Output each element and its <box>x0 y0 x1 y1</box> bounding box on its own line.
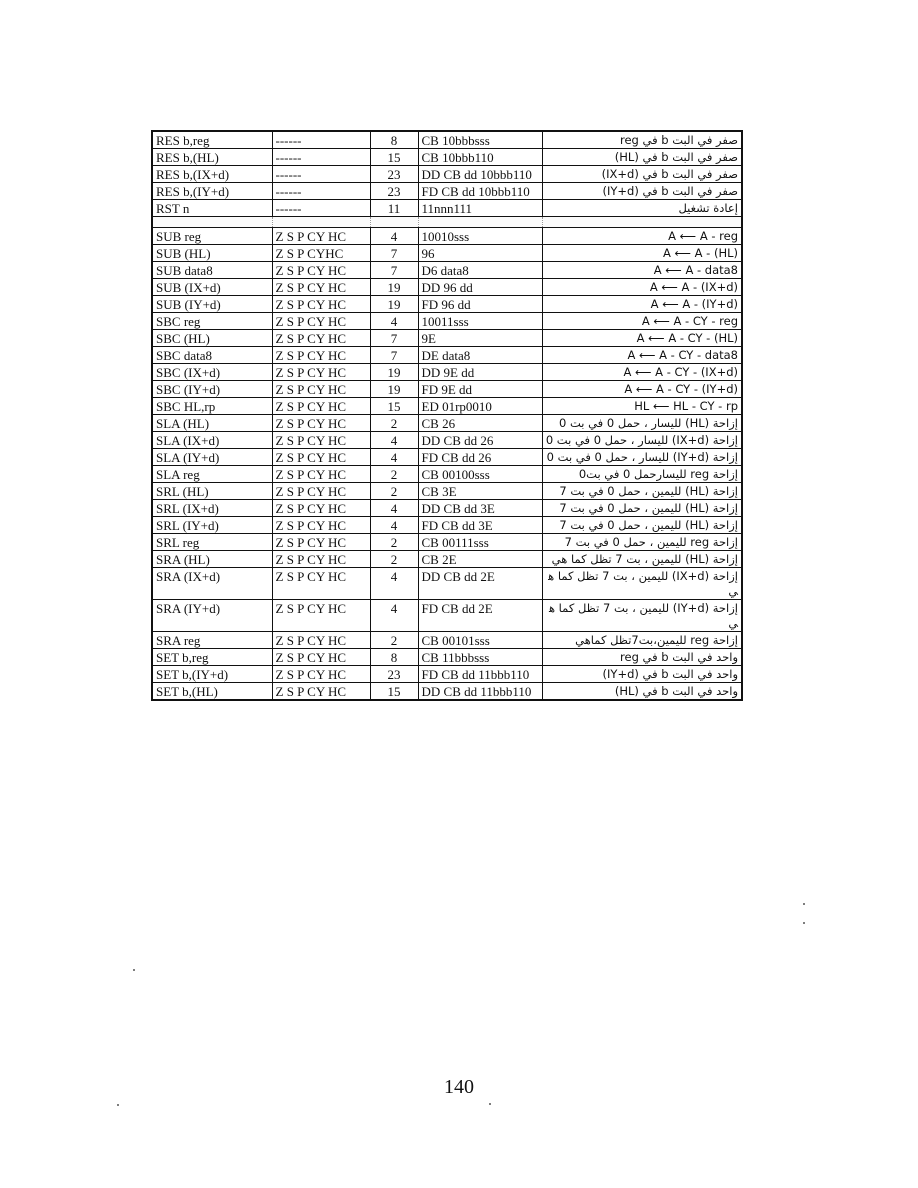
instruction-cell: SBC reg <box>152 313 272 330</box>
instruction-cell: SBC (IX+d) <box>152 364 272 381</box>
opcode-cell: DE data8 <box>418 347 542 364</box>
instruction-cell: SLA (IY+d) <box>152 449 272 466</box>
flags-cell: Z S P CY HC <box>272 398 370 415</box>
flags-cell: Z S P CY HC <box>272 279 370 296</box>
cycles-cell: 4 <box>370 432 418 449</box>
instruction-cell: SBC (HL) <box>152 330 272 347</box>
flags-cell: Z S P CY HC <box>272 500 370 517</box>
instruction-cell: SRA (HL) <box>152 551 272 568</box>
flags-cell: Z S P CY HC <box>272 449 370 466</box>
table-row <box>152 632 742 649</box>
instruction-cell: SRL (IX+d) <box>152 500 272 517</box>
cycles-cell: 7 <box>370 245 418 262</box>
instruction-cell: SUB (IY+d) <box>152 296 272 313</box>
cycles-cell: 19 <box>370 381 418 398</box>
cycles-cell: 7 <box>370 262 418 279</box>
cycles-cell: 4 <box>370 228 418 245</box>
cycles-cell: 4 <box>370 313 418 330</box>
operation-cell: A ⟵ A - CY - (IY+d) <box>542 381 742 398</box>
cycles-cell: 19 <box>370 296 418 313</box>
separator-cell <box>370 217 418 228</box>
instruction-cell: RES b,(IY+d) <box>152 183 272 200</box>
table-row <box>152 449 742 466</box>
opcode-cell: 11nnn111 <box>418 200 542 217</box>
instruction-cell: SRL (IY+d) <box>152 517 272 534</box>
flags-cell: Z S P CY HC <box>272 313 370 330</box>
cycles-cell: 7 <box>370 330 418 347</box>
cycles-cell: 2 <box>370 466 418 483</box>
instruction-table-body <box>152 131 742 700</box>
table-row <box>152 228 742 245</box>
opcode-cell: 10011sss <box>418 313 542 330</box>
scan-speck <box>803 903 805 905</box>
opcode-cell: FD CB dd 26 <box>418 449 542 466</box>
cycles-cell: 2 <box>370 534 418 551</box>
table-row <box>152 500 742 517</box>
table-row <box>152 245 742 262</box>
instruction-cell: SRA (IY+d) <box>152 600 272 632</box>
table-row <box>152 534 742 551</box>
table-row <box>152 649 742 666</box>
table-row <box>152 330 742 347</box>
cycles-cell: 19 <box>370 279 418 296</box>
operation-cell: إزاحة reg لليمين،بت7تظل كماهي <box>542 632 742 649</box>
opcode-cell: CB 3E <box>418 483 542 500</box>
opcode-cell: 96 <box>418 245 542 262</box>
operation-cell: إزاحة (IY+d) لليسار ، حمل 0 في بت 0 <box>542 449 742 466</box>
instruction-cell: SET b,(HL) <box>152 683 272 701</box>
opcode-cell: CB 26 <box>418 415 542 432</box>
opcode-cell: CB 11bbbsss <box>418 649 542 666</box>
cycles-cell: 19 <box>370 364 418 381</box>
opcode-cell: FD CB dd 2E <box>418 600 542 632</box>
operation-cell: إزاحة (HL) لليمين ، حمل 0 في بت 7 <box>542 517 742 534</box>
operation-cell: صفر في البت b في (IY+d) <box>542 183 742 200</box>
flags-cell: Z S P CY HC <box>272 568 370 600</box>
table-row <box>152 483 742 500</box>
instruction-cell: SUB (HL) <box>152 245 272 262</box>
flags-cell: Z S P CY HC <box>272 228 370 245</box>
cycles-cell: 23 <box>370 166 418 183</box>
table-row <box>152 666 742 683</box>
flags-cell: ------ <box>272 166 370 183</box>
opcode-cell: ED 01rp0010 <box>418 398 542 415</box>
operation-cell: A ⟵ A - CY - reg <box>542 313 742 330</box>
table-row <box>152 415 742 432</box>
flags-cell: Z S P CY HC <box>272 432 370 449</box>
operation-cell: صفر في البت b في (HL) <box>542 149 742 166</box>
flags-cell: Z S P CY HC <box>272 381 370 398</box>
flags-cell: Z S P CY HC <box>272 632 370 649</box>
opcode-cell: D6 data8 <box>418 262 542 279</box>
instruction-table <box>151 130 743 701</box>
cycles-cell: 2 <box>370 415 418 432</box>
cycles-cell: 15 <box>370 149 418 166</box>
flags-cell: Z S P CY HC <box>272 483 370 500</box>
table-row <box>152 149 742 166</box>
flags-cell: Z S P CY HC <box>272 683 370 701</box>
flags-cell: Z S P CYHC <box>272 245 370 262</box>
cycles-cell: 23 <box>370 666 418 683</box>
cycles-cell: 15 <box>370 398 418 415</box>
operation-cell: A ⟵ A - CY - (HL) <box>542 330 742 347</box>
separator-cell <box>542 217 742 228</box>
flags-cell: Z S P CY HC <box>272 330 370 347</box>
flags-cell: ------ <box>272 131 370 149</box>
instruction-cell: SRA (IX+d) <box>152 568 272 600</box>
instruction-cell: SET b,reg <box>152 649 272 666</box>
instruction-cell: SUB (IX+d) <box>152 279 272 296</box>
table-row <box>152 600 742 632</box>
opcode-cell: DD CB dd 3E <box>418 500 542 517</box>
table-row <box>152 683 742 701</box>
page-number: 140 <box>444 1076 474 1098</box>
table-row <box>152 381 742 398</box>
operation-cell: A ⟵ A - data8 <box>542 262 742 279</box>
flags-cell: Z S P CY HC <box>272 534 370 551</box>
table-row <box>152 364 742 381</box>
opcode-cell: DD CB dd 10bbb110 <box>418 166 542 183</box>
opcode-cell: DD CB dd 26 <box>418 432 542 449</box>
instruction-cell: RES b,(HL) <box>152 149 272 166</box>
opcode-cell: DD CB dd 11bbb110 <box>418 683 542 701</box>
operation-cell: إزاحة (HL) لليمين ، حمل 0 في بت 7 <box>542 483 742 500</box>
table-row <box>152 279 742 296</box>
scan-speck <box>117 1104 119 1106</box>
table-separator-row <box>152 217 742 228</box>
operation-cell: A ⟵ A - reg <box>542 228 742 245</box>
flags-cell: Z S P CY HC <box>272 466 370 483</box>
opcode-cell: FD CB dd 11bbb110 <box>418 666 542 683</box>
table-row <box>152 296 742 313</box>
flags-cell: Z S P CY HC <box>272 666 370 683</box>
opcode-cell: CB 00100sss <box>418 466 542 483</box>
scan-speck <box>133 969 135 971</box>
scan-speck <box>803 922 805 924</box>
table-row <box>152 466 742 483</box>
operation-cell: إزاحة (HL) لليمين ، حمل 0 في بت 7 <box>542 500 742 517</box>
instruction-cell: SRL (HL) <box>152 483 272 500</box>
operation-cell: A ⟵ A - (IX+d) <box>542 279 742 296</box>
separator-cell <box>152 217 272 228</box>
operation-cell: A ⟵ A - (HL) <box>542 245 742 262</box>
instruction-cell: SBC (IY+d) <box>152 381 272 398</box>
cycles-cell: 4 <box>370 500 418 517</box>
flags-cell: Z S P CY HC <box>272 649 370 666</box>
opcode-cell: DD 9E dd <box>418 364 542 381</box>
table-row <box>152 398 742 415</box>
flags-cell: Z S P CY HC <box>272 415 370 432</box>
operation-cell: إزاحة (IX+d) لليسار ، حمل 0 في بت 0 <box>542 432 742 449</box>
flags-cell: ------ <box>272 200 370 217</box>
table-row <box>152 183 742 200</box>
instruction-cell: SRA reg <box>152 632 272 649</box>
operation-cell: إزاحة (HL) لليمين ، بت 7 تظل كما هي <box>542 551 742 568</box>
operation-cell: A ⟵ A - CY - (IX+d) <box>542 364 742 381</box>
operation-cell: A ⟵ A - CY - data8 <box>542 347 742 364</box>
instruction-cell: SBC data8 <box>152 347 272 364</box>
instruction-cell: SLA (HL) <box>152 415 272 432</box>
opcode-cell: 9E <box>418 330 542 347</box>
cycles-cell: 8 <box>370 131 418 149</box>
operation-cell: صفر في البت b في (IX+d) <box>542 166 742 183</box>
operation-cell: إزاحة (HL) لليسار ، حمل 0 في بت 0 <box>542 415 742 432</box>
opcode-cell: FD 9E dd <box>418 381 542 398</box>
opcode-cell: CB 10bbb110 <box>418 149 542 166</box>
flags-cell: ------ <box>272 183 370 200</box>
operation-cell: إزاحة (IY+d) لليمين ، بت 7 تظل كما هي <box>542 600 742 632</box>
table-row <box>152 551 742 568</box>
opcode-cell: DD 96 dd <box>418 279 542 296</box>
cycles-cell: 11 <box>370 200 418 217</box>
instruction-cell: SUB data8 <box>152 262 272 279</box>
cycles-cell: 7 <box>370 347 418 364</box>
table-row <box>152 517 742 534</box>
operation-cell: HL ⟵ HL - CY - rp <box>542 398 742 415</box>
opcode-cell: CB 00111sss <box>418 534 542 551</box>
instruction-cell: SBC HL,rp <box>152 398 272 415</box>
table-row <box>152 568 742 600</box>
cycles-cell: 23 <box>370 183 418 200</box>
flags-cell: Z S P CY HC <box>272 600 370 632</box>
instruction-cell: RST n <box>152 200 272 217</box>
cycles-cell: 2 <box>370 632 418 649</box>
separator-cell <box>272 217 370 228</box>
instruction-cell: SLA reg <box>152 466 272 483</box>
opcode-cell: FD 96 dd <box>418 296 542 313</box>
operation-cell: A ⟵ A - (IY+d) <box>542 296 742 313</box>
opcode-cell: CB 10bbbsss <box>418 131 542 149</box>
instruction-cell: SRL reg <box>152 534 272 551</box>
table-row <box>152 347 742 364</box>
table-row <box>152 262 742 279</box>
opcode-cell: FD CB dd 10bbb110 <box>418 183 542 200</box>
instruction-cell: RES b,(IX+d) <box>152 166 272 183</box>
flags-cell: Z S P CY HC <box>272 296 370 313</box>
operation-cell: واحد في البت b في (IY+d) <box>542 666 742 683</box>
cycles-cell: 4 <box>370 517 418 534</box>
opcode-cell: DD CB dd 2E <box>418 568 542 600</box>
instruction-cell: RES b,reg <box>152 131 272 149</box>
table-row <box>152 432 742 449</box>
operation-cell: إزاحة (IX+d) لليمين ، بت 7 تظل كما هي <box>542 568 742 600</box>
instruction-table-container <box>151 130 741 701</box>
instruction-cell: SET b,(IY+d) <box>152 666 272 683</box>
flags-cell: Z S P CY HC <box>272 347 370 364</box>
flags-cell: Z S P CY HC <box>272 551 370 568</box>
operation-cell: صفر في البت b في reg <box>542 131 742 149</box>
instruction-cell: SUB reg <box>152 228 272 245</box>
table-row <box>152 200 742 217</box>
scan-speck <box>489 1103 491 1105</box>
cycles-cell: 2 <box>370 551 418 568</box>
flags-cell: Z S P CY HC <box>272 517 370 534</box>
flags-cell: ------ <box>272 149 370 166</box>
table-row <box>152 166 742 183</box>
flags-cell: Z S P CY HC <box>272 262 370 279</box>
cycles-cell: 4 <box>370 600 418 632</box>
cycles-cell: 4 <box>370 449 418 466</box>
opcode-cell: FD CB dd 3E <box>418 517 542 534</box>
operation-cell: واحد في البت b في (HL) <box>542 683 742 701</box>
cycles-cell: 4 <box>370 568 418 600</box>
instruction-cell: SLA (IX+d) <box>152 432 272 449</box>
opcode-cell: CB 00101sss <box>418 632 542 649</box>
operation-cell: واحد في البت b في reg <box>542 649 742 666</box>
flags-cell: Z S P CY HC <box>272 364 370 381</box>
operation-cell: إزاحة reg لليمين ، حمل 0 في بت 7 <box>542 534 742 551</box>
opcode-cell: 10010sss <box>418 228 542 245</box>
operation-cell: إزاحة reg لليسارحمل 0 في بت0 <box>542 466 742 483</box>
table-row <box>152 131 742 149</box>
cycles-cell: 8 <box>370 649 418 666</box>
operation-cell: إعادة تشغيل <box>542 200 742 217</box>
cycles-cell: 2 <box>370 483 418 500</box>
opcode-cell: CB 2E <box>418 551 542 568</box>
cycles-cell: 15 <box>370 683 418 701</box>
table-row <box>152 313 742 330</box>
separator-cell <box>418 217 542 228</box>
